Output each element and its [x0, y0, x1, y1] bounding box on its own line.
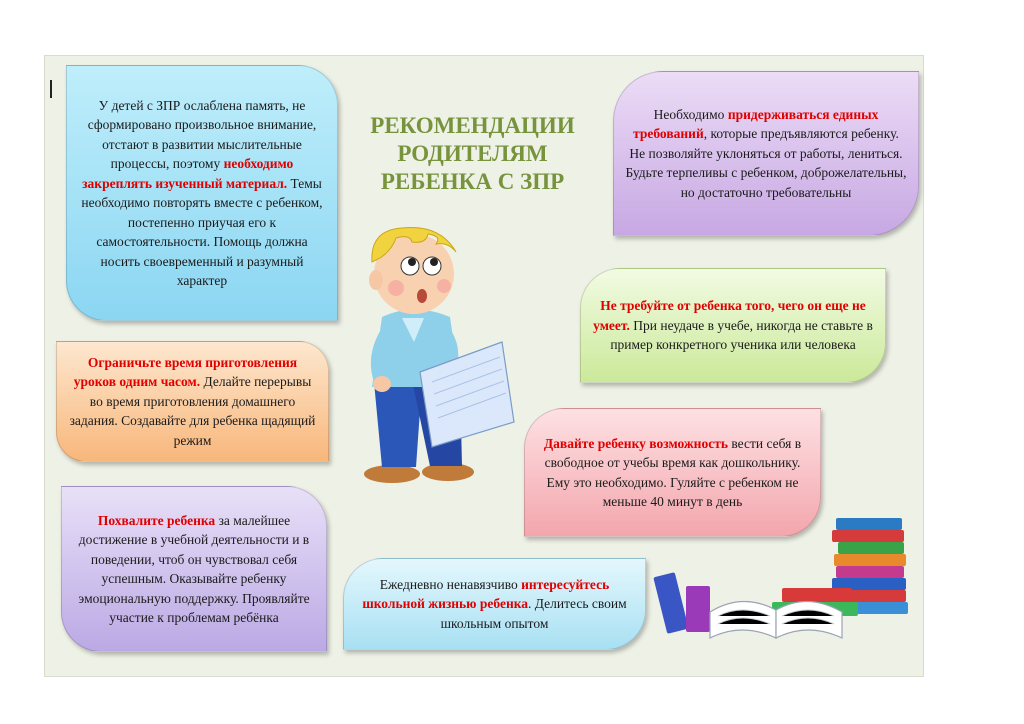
card-requirements-after: , которые предъявляются ребенку. Не позволяйте уклоняться от работы, лениться. Будьте терпеливы с ребенком, доброжелательны, но достаточно требовательны: [625, 126, 907, 200]
card-no-demand-text: [591, 296, 875, 355]
card-opportunity-after: вести себя в свободное от учебы время как дошкольнику. Ему это необходимо. Гуляйте с ребенком не меньше 40 минут в день: [544, 435, 802, 509]
card-opportunity-highlight: Давайте ребенку возможность: [543, 435, 728, 451]
card-praise-highlight: Похвалите ребенка: [97, 512, 216, 528]
card-requirements-highlight: придерживаться единых требований: [633, 106, 879, 142]
card-time-limit-highlight: Ограничьте время приготовления уроков одним часом.: [73, 354, 298, 390]
text-cursor: [50, 80, 52, 98]
title-line-2: РОДИТЕЛЯМ: [397, 141, 548, 166]
card-requirements: [613, 71, 919, 236]
card-interest-text: [354, 575, 635, 634]
card-no-demand-after: При неудаче в учебе, никогда не ставьте в пример конкретного ученика или человека: [610, 317, 873, 353]
title-line-3: РЕБЕНКА С ЗПР: [380, 169, 565, 194]
card-time-limit-after: Делайте перерывы во время приготовления домашнего задания. Создавайте для ребенка щадящий режим: [69, 374, 316, 448]
card-requirements-text: [624, 105, 908, 203]
card-interest-after: . Делитесь своим школьным опытом: [440, 596, 627, 631]
title-line-1: РЕКОМЕНДАЦИИ: [370, 113, 575, 138]
card-praise-after: за малейшее достижение в учебной деятельности и в поведении, чтоб он чувствовал себя успешным. Оказывайте ребенку эмоциональную поддержку. Проявляйте участие к проблемам ребёнка: [78, 512, 310, 625]
card-no-demand-highlight: Не требуйте от ребенка того, чего он еще не умеет.: [593, 298, 866, 333]
card-no-demand: [580, 268, 886, 383]
card-interest: [343, 558, 646, 650]
card-praise: [61, 486, 327, 652]
boy-with-paper-icon: [352, 222, 522, 484]
poster-title: [350, 112, 595, 196]
card-memory-before: У детей с ЗПР ослаблена память, не сформировано произвольное внимание, отстают в развитии мыслительные процессы, поэтому: [87, 97, 317, 171]
card-memory-highlight: необходимо закреплять изученный материал.: [82, 156, 294, 191]
card-interest-before: Ежедневно ненавязчиво: [379, 576, 522, 592]
card-opportunity-text: [535, 434, 810, 512]
card-memory-text: [77, 96, 327, 291]
card-time-limit: [56, 341, 329, 462]
card-requirements-before: Необходимо: [653, 106, 728, 122]
card-interest-highlight: интересуйтесь школьной жизнью ребенка: [362, 576, 610, 612]
card-memory-after: Темы необходимо повторять вместе с ребенком, постепенно приучая его к самостоятельности. Помощь должна носить своевременный и разумный характер: [81, 175, 323, 288]
book-stack-icon: [652, 512, 914, 642]
card-memory: [66, 65, 338, 321]
card-time-limit-text: [67, 353, 318, 451]
card-praise-text: [72, 511, 316, 628]
